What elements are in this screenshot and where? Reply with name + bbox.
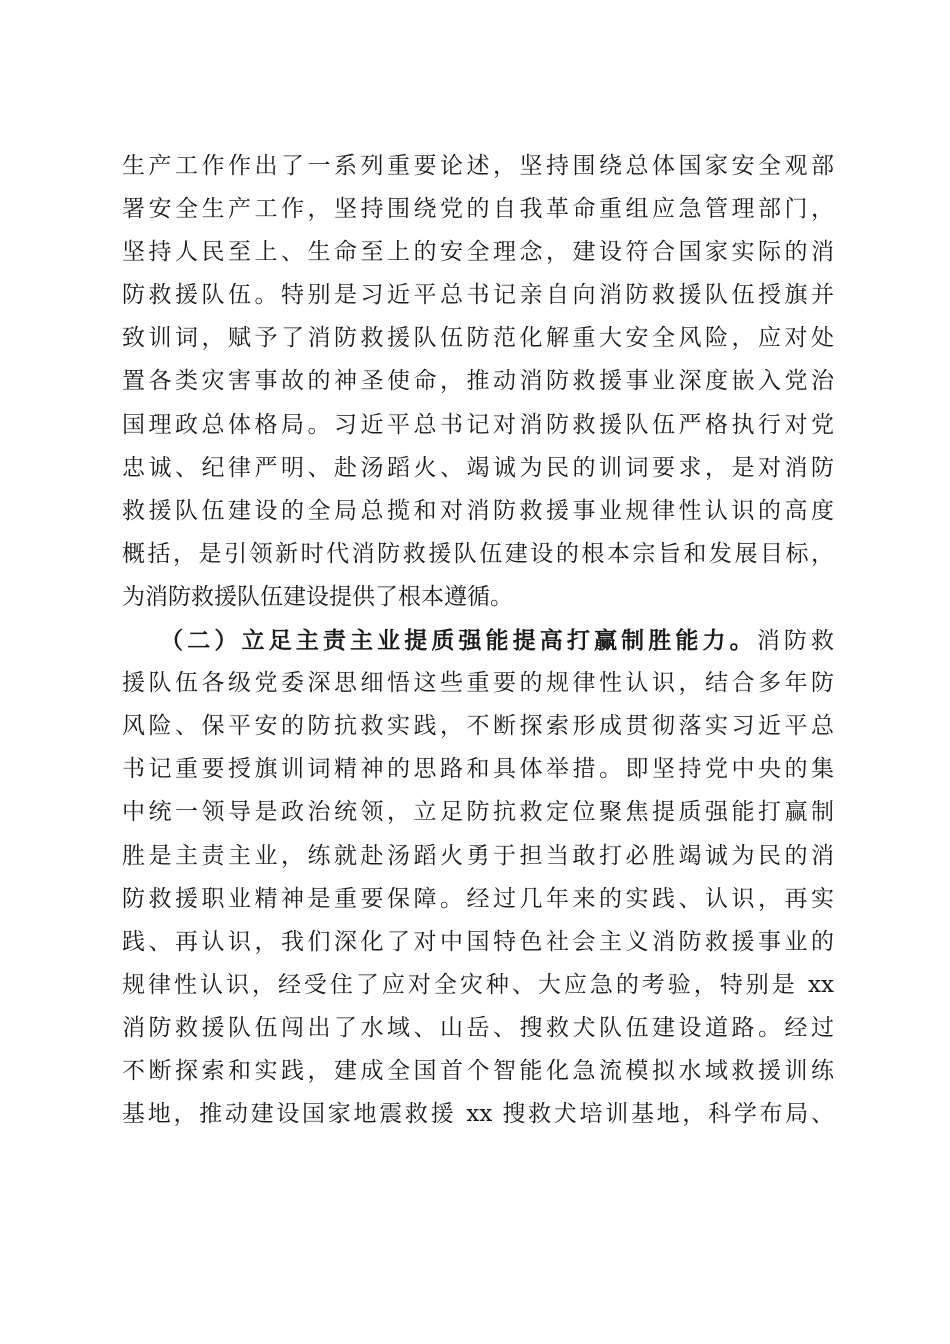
paragraph-2-line-10: 消防救援队伍闯出了水域、山岳、搜救犬队伍建设道路。经过	[122, 1014, 834, 1041]
paragraph-2-line-7: 防救援职业精神是重要保障。经过几年来的实践、认识，再实	[122, 885, 834, 912]
paragraph-2-line-1	[122, 619, 834, 662]
paragraph-2-line-6: 胜是主责主业，练就赴汤蹈火勇于担当敢打必胜竭诚为民的消	[122, 842, 834, 869]
paragraph-1-line-8: 忠诚、纪律严明、赴汤蹈火、竭诚为民的训词要求，是对消防	[122, 454, 834, 481]
paragraph-1-line-1: 生产工作作出了一系列重要论述，坚持围绕总体国家安全观部	[122, 153, 834, 179]
paragraph-2-line-5: 中统一领导是政治统领，立足防抗救定位聚焦提质强能打赢制	[122, 799, 834, 826]
paragraph-1-line-7: 国理政总体格局。习近平总书记对消防救援队伍严格执行对党	[122, 411, 834, 438]
document-body	[122, 145, 834, 1136]
section-heading: （二）立足主责主业提质强能提高打赢制胜能力。	[156, 627, 757, 655]
paragraph-2-line-9: 规律性认识，经受住了应对全灾种、大应急的考验，特别是 xx	[122, 971, 834, 998]
paragraph-1-line-6: 置各类灾害事故的神圣使命，推动消防救援事业深度嵌入党治	[122, 368, 834, 395]
paragraph-2-line-11: 不断探索和实践，建成全国首个智能化急流模拟水域救援训练	[122, 1057, 834, 1084]
paragraph-1-line-10: 概括，是引领新时代消防救援队伍建设的根本宗旨和发展目标，	[122, 540, 834, 567]
paragraph-2-line-8: 践、再认识，我们深化了对中国特色社会主义消防救援事业的	[122, 928, 834, 955]
paragraph-1-line-2: 署安全生产工作，坚持围绕党的自我革命重组应急管理部门，	[122, 196, 834, 223]
paragraph-1-line-3: 坚持人民至上、生命至上的安全理念，建设符合国家实际的消	[122, 239, 834, 266]
paragraph-2-line-4: 书记重要授旗训词精神的思路和具体举措。即坚持党中央的集	[122, 756, 834, 783]
paragraph-1-line-9: 救援队伍建设的全局总揽和对消防救援事业规律性认识的高度	[122, 497, 834, 524]
paragraph-1-line-5: 致训词，赋予了消防救援队伍防范化解重大安全风险，应对处	[122, 325, 834, 352]
paragraph-2-line-3: 风险、保平安的防抗救实践，不断探索形成贯彻落实习近平总	[122, 713, 834, 740]
paragraph-2-line-12: 基地，推动建设国家地震救援 xx 搜救犬培训基地，科学布局、	[122, 1101, 834, 1128]
paragraph-2-line-1-rest: 消防救	[756, 628, 835, 655]
paragraph-1-line-4: 防救援队伍。特别是习近平总书记亲自向消防救援队伍授旗并	[122, 282, 834, 309]
paragraph-2-line-2: 援队伍各级党委深思细悟这些重要的规律性认识，结合多年防	[122, 670, 834, 697]
paragraph-1-line-11: 为消防救援队伍建设提供了根本遵循。	[122, 583, 513, 610]
